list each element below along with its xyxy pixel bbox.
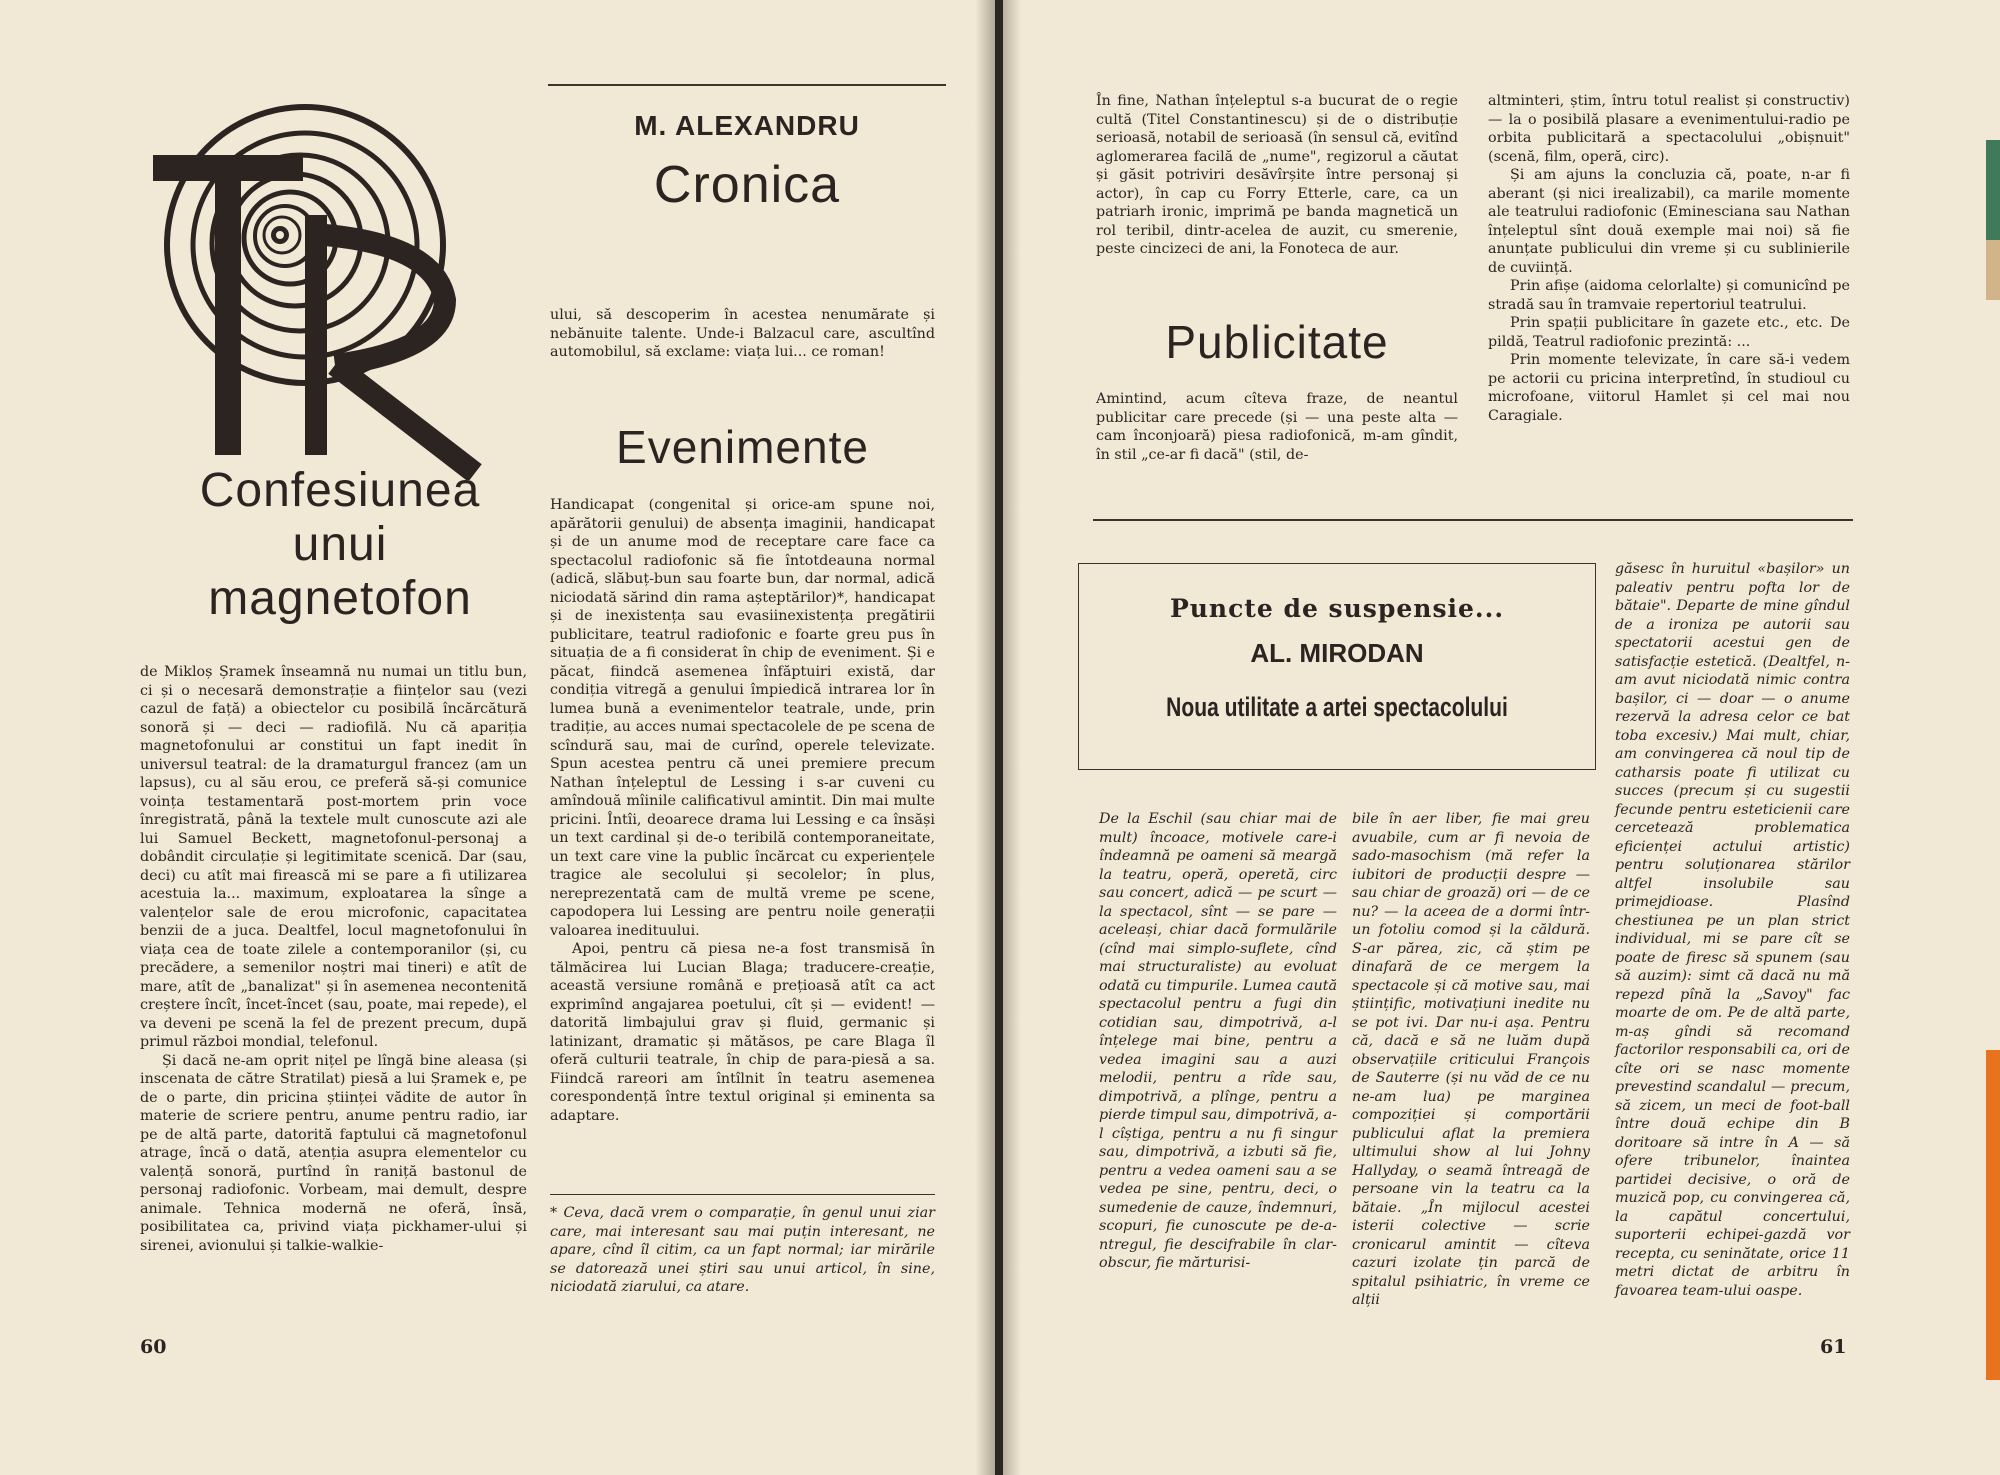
paragraph: Amintind, acum cîteva fraze, de neantul publicitar care precede (și — una peste alta — cam înconjoară) piesa radiofonică, m-am gîndit, în stil „ce-ar fi dacă" (stil, de-	[1096, 391, 1458, 463]
paragraph: De la Eschil (sau chiar mai de mult) încoace, motivele care-i îndeamnă pe oameni să meargă la teatru, operă, operetă, circ sau concert, adică — pe scurt — la spectacol, sînt — se pare — aceleași, chiar dacă formulările (cînd mai simplo-suflete, cînd mai structuraliste) au evoluat odată cu timpurile. Lumea caută spectacolul pentru a fugi din cotidian sau, dimpotrivă, a-l înțelege mai bine, pentru a vedea imagini sau a auzi melodii, pentru a rîde sau, dimpotrivă, a plînge, pentru a pierde timpul sau, dimpotrivă, a-l cîștiga, pentru a nu fi singur sau, dimpotrivă, a izbuti să fie, pentru a vedea oameni sau a se vedea pe sine, pentru, deci, o sumedenie de cauze, îndemnuri, scopuri, fie cunoscute pe de-a-ntregul, fie descifrabile în clar-obscur, fie mărturisi-	[1099, 811, 1337, 1271]
paragraph: Prin afișe (aidoma celorlalte) și comunicînd pe stradă sau în tramvaie repertoriul teatrului.	[1488, 278, 1850, 313]
mirodan-col3	[1615, 560, 1850, 1300]
edge-tab-orange	[1986, 240, 2000, 300]
gutter-shadow	[1003, 0, 1021, 1475]
right-col1-top	[1096, 92, 1458, 259]
right-page	[1003, 0, 2000, 1475]
article-title-line: unui	[292, 518, 388, 571]
paragraph: Prin spații publicitare în gazete etc., etc. De pildă, Teatrul radiofonic prezintă: ...	[1488, 315, 1850, 350]
paragraph: Și dacă ne-am oprit nițel pe lîngă bine aleasa (și inscenata de către Stratilat) piesă a lui Șramek e, pe de o parte, din pricina științei vădite de autor în materie de scriere pentru, anume pentru radio, iar pe de altă parte, datorită faptului că magnetofonul atrage, încă o dată, atenția asupra elementelor cu valență sonoră, purtînd în raniță bastonul de personaj radiofonic. Vorbeam, mai demult, despre animale. Tehnica modernă ne oferă, însă, posibilitatea ca, privind viața pickhamer-ului și sirenei, avionului și talkie-walkie-	[140, 1052, 527, 1254]
gutter-shadow	[975, 0, 995, 1475]
footnote-text: * Ceva, dacă vrem o comparație, în genul unui ziar care, mai interesant sau mai puțin interesant, ne apare, cînd îl citim, ca un fapt normal; iar mirările se datorează unei știri sau unui articol, în sine, niciodată ziarului, ca atare.	[550, 1205, 935, 1295]
paragraph: Prin momente televizate, în care să-i vedem pe actorii cu pricina interpretînd, în studioul cu microfoane, viitorul Hamlet și cel mai nou Caragiale.	[1488, 352, 1850, 424]
mirodan-title-box	[1078, 563, 1596, 770]
paragraph: În fine, Nathan înțeleptul s-a bucurat de o regie cultă (Titel Constantinescu) și de o distribuție serioasă, notabil de serioasă (în sensul că, evitînd aglomerarea facilă de „nume", regizorul a căutat și găsit potriviri desăvîrșite între personaj și actor), în cap cu Forry Etterle, care, ca un patriarh ironic, imprimă pe banda magnetică un rol teribil, dintr-acelea de auzit, cu smerenie, peste cincizeci de ani, la Fonoteca de aur.	[1096, 93, 1458, 257]
box-kicker: Puncte de suspensie...	[1169, 594, 1505, 623]
section-title-evenimente: Evenimente	[616, 421, 869, 473]
section-title-publicitate: Publicitate	[1165, 316, 1389, 368]
paragraph: Apoi, pentru că piesa ne-a fost transmisă în tălmăcirea lui Lucian Blaga; traducere-creație, această versiune română e prețioasă atît ca act exprimînd angajarea poetului, cît și — evident! — datorită limbajului grav și fluid, germanic și latinizant, dramatic și mătăsos, pe care Blaga îl oferă culturii teatrale, în chip de para-piesă a sa. Fiindcă rareori am întîlnit în teatru asemenea corespondență între textul original și eminenta sa adaptare.	[550, 941, 935, 1124]
paragraph: găsesc în huruitul «bașilor» un paleativ pentru pofta lor de bătaie". Departe de mine gîndul de a ironiza pe autorii sau spectatorii acestui gen de satisfacție estetică. (Dealtfel, n-am avut niciodată nimic contra bașilor, ci — doar — o anume rezervă la adresa celor ce bat toba excesiv.) Mai mult, chiar, am convingerea că noul tip de catharsis poate fi utilizat cu succes (precum și cu sugestii fecunde pentru esteticienii care cercetează problematica eficienței actului artistic) pentru soluționarea stărilor altfel insolubile sau primejdioase. Plasînd chestiunea pe un plan strict individual, mi se pare cît se poate de firesc să spunem (sau să auzim): simt că dacă nu mă repezd pînă la „Savoy" fac moarte de om. Pe de altă parte, m-aș gîndi să recomand factorilor responsabili ca, ori de cîte ori se nasc momente prevestind scandalul — precum, să zicem, un meci de foot-ball între două echipe din B doritoare să intre în A — să ofere tribunelor, înaintea partidei decisive, o oră de muzică pop, cu convingerea că, la capătul concertului, suporterii echipei-gazdă vor recepta, cu seninătate, orice 11 metri dictat de arbitru în favoarea team-ului oaspe.	[1615, 561, 1850, 1299]
box-author: AL. MIRODAN	[1250, 638, 1424, 668]
publicitate-body	[1096, 390, 1458, 464]
continuation-paragraph	[550, 306, 935, 362]
spiral-logo	[145, 95, 495, 480]
column-title: Cronica	[653, 156, 841, 214]
edge-tab-orange-lower	[1986, 1050, 2000, 1380]
paragraph: ului, să descoperim în acestea nenumărate și nebănuite talente. Unde-i Balzacul care, ascultînd automobilul, să exclame: viața lui... ce roman!	[550, 307, 935, 360]
article-body-column	[140, 663, 527, 1255]
author-name: M. ALEXANDRU	[634, 110, 860, 141]
footnote	[550, 1204, 935, 1297]
article-title-line: magnetofon	[208, 572, 472, 625]
evenimente-body	[550, 496, 935, 1125]
article-title-line: Confesiunea	[199, 464, 481, 517]
paragraph: altminteri, știm, întru totul realist și constructiv) — la o posibilă plasare a evenimentului-radio pe orbita publicitară a spectacolului „obișnuit" (scenă, film, operă, circ).	[1488, 93, 1850, 165]
section-divider	[1093, 519, 1853, 521]
box-title: Noua utilitate a artei spectacolului	[1166, 692, 1508, 722]
footnote-rule	[550, 1194, 935, 1195]
article-title	[140, 464, 540, 626]
header-rule	[548, 84, 946, 86]
page-number-left: 60	[140, 1336, 167, 1358]
paragraph: de Mikloș Șramek înseamnă nu numai un titlu bun, ci și o necesară demonstrație a ființelor sau (vezi cazul de față) a obiectelor cu posibilă încărcătură sonoră și — deci — radiofilă. Nu că apariția magnetofonului ar constitui un fapt inedit în universul teatral: de la dramaturgul francez (am un lapsus), cu al său erou, ce preferă să-și comunice voința testamentară post-mortem prin voce înregistrată, până la textele mult cunoscute azi ale lui Samuel Beckett, magnetofonul-personaj a dobândit circulație și legitimitate scenică. Dar (sau, deci) cu atît mai firească mi se pare a fi utilizarea acestuia la... maximum, exploatarea la sînge a valențelor sale de erou microfonic, capacitatea benzii de a juca. Dealtfel, locul magnetofonului în viața cea de toate zilele a contemporanilor (și, cu precădere, a semenilor noștri mai tineri) e atît de mare, atît de „banalizat" și în asemenea necontenită creștere încît, încet-încet (sau, poate, mai repede), el va deveni pe scenă la fel de prezent precum, după primul război mondial, telefonul.	[140, 664, 527, 1050]
paragraph: bile în aer liber, fie mai greu avuabile, cum ar fi nevoia de sado-masochism (mă refer la iubitori de producții despre — sau chiar de groază) ori — de ce nu? — la aceea de a dormi într-un fotoliu comod și la căldură. S-ar părea, zic, că știm pe dinafară de ce mergem la spectacole și că motive sau, mai științific, motivațiuni inedite nu se pot ivi. Dar nu-i așa. Pentru că, dacă e să ne luăm după observațiile criticului François de Sauterre (și nu văd de ce nu ne-am lua) pe marginea compoziției și comportării publicului aflat la premiera ultimului show al lui Johny Hallyday, o seamă întreagă de persoane vin la teatru ca la bătaie. „În mijlocul acestei isterii colective — scrie cronicarul amintit — cîteva cazuri izolate țin parcă de spitalul psihiatric, în vreme ce alții	[1352, 811, 1590, 1308]
paragraph: Și am ajuns la concluzia că, poate, n-ar fi aberant (și nici irealizabil), ca marile momente ale teatrului radiofonic (Eminesciana sau Nathan înțeleptul sînt două exemple mai noi) să fie anunțate publicului din vreme și cu sublinierile de cuviință.	[1488, 167, 1850, 276]
paragraph: Handicapat (congenital și orice-am spune noi, apărătorii genului) de absența imaginii, handicapat și de un anume mod de receptare care face ca spectacolul radiofonic să fie întotdeauna normal (adică, slăbuț-bun sau foarte bun, dar normal, adică niciodată sărind din rama așteptărilor)*, handicapat și de inexistența sau evasiinexistența pregătirii publicitare, teatrul radiofonic e foarte greu pus în situația de a fi considerat în chip de eveniment. Și e păcat, fiindcă asemenea înfăptuiri există, dar condiția vitregă a genului împiedică intrarea lor în lumea bună a evenimentelor teatrale, unde, prin tradiție, au acces numai spectacolele de pe scena de scîndură sau, mai de curînd, operele televizate. Spun acestea pentru că unei premiere precum Nathan înțeleptul de Lessing i s-ar cuveni cu amîndouă mîinile calificativul amintit. Din mai multe pricini. Întîi, deoarece drama lui Lessing e ca însăși un text cardinal și de-o teribilă contemporaneitate, un text care vine la public încărcat cu experiențele tragice ale secolului și secolelor; în plus, nereprezentată cam de multă vreme pe scene, capodopera lui Lessing are pentru noile generații valoarea inedituului.	[550, 497, 935, 939]
right-col2-top	[1488, 92, 1850, 425]
mirodan-col2	[1352, 810, 1590, 1310]
mirodan-col1	[1099, 810, 1337, 1273]
page-number-right: 61	[1820, 1336, 1847, 1358]
left-page	[0, 0, 995, 1475]
